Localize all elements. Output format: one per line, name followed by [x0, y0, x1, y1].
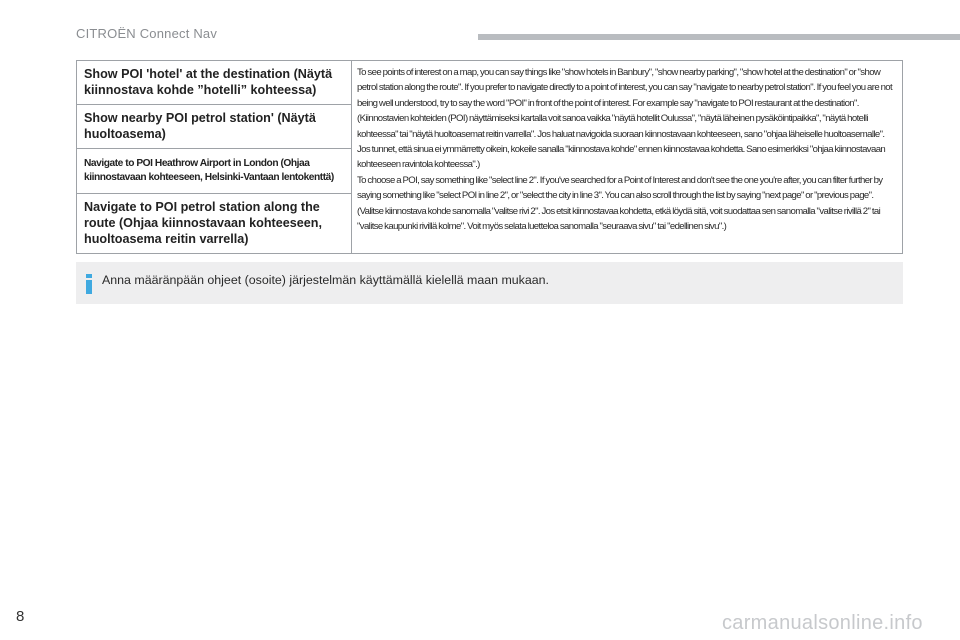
- info-note-text: Anna määränpään ohjeet (osoite) järjestelmän käyttämällä kielellä maan mukaan.: [102, 273, 549, 287]
- description-text: [357, 65, 897, 234]
- header-divider-bar: [478, 34, 960, 40]
- command-show-poi-hotel: Show POI 'hotel' at the destination (Näytä kiinnostava kohde ”hotelli” kohteessa): [77, 61, 351, 105]
- page-number: 8: [16, 608, 25, 625]
- info-note-box: [76, 262, 903, 304]
- voice-commands-table: [76, 60, 903, 254]
- watermark: carmanualsonline.info: [722, 612, 923, 634]
- table-row: [77, 61, 903, 254]
- command-navigate-heathrow: Navigate to POI Heathrow Airport in London (Ohjaa kiinnostavaan kohteeseen, Helsinki-Vantaan lentokenttä): [77, 149, 351, 194]
- description-column: [352, 61, 903, 254]
- description-paragraph-choose-poi: To choose a POI, say something like "select line 2". If you've searched for a Point of Interest and don't see the one you're after, you can filter further by saying something like "select POI in line 2", or "select the city in line 3". You can also scroll through the list by saying "next page" or "previous page". (Valitse kiinnostava kohde sanomalla "valitse rivi 2". Jos etsit kiinnostavaa kohdetta, etkä löydä sitä, voit suodattaa sen sanomalla "valitse rivillä 2" tai "valitse kaupunki rivillä kolme". Voit myös selata luetteloa sanomalla "seuraava sivu" tai "edellinen sivu".): [357, 174, 883, 233]
- command-show-nearby-petrol: Show nearby POI petrol station' (Näytä huoltoasema): [77, 105, 351, 149]
- commands-column: [77, 61, 352, 254]
- document-header-title: CITROËN Connect Nav: [76, 26, 218, 41]
- info-icon: [84, 274, 94, 294]
- command-navigate-petrol-route: Navigate to POI petrol station along the route (Ohjaa kiinnostavaan kohteeseen, huoltoasema reitin varrella): [84, 200, 322, 246]
- description-paragraph-poi-map: To see points of interest on a map, you can say things like "show hotels in Banbury", "show nearby parking", "show hotel at the destination" or "show petrol station along the route". If you prefer to navigate directly to a point of interest, you can say "navigate to nearby petrol station". If you feel you are not being well understood, try to say the word "POI" in front of the point of interest. For example say "navigate to POI restaurant at the destination". (Kiinnostavien kohteiden (POI) näyttämiseksi kartalla voit sanoa vaikka "näytä hotellit Oulussa", "näytä läheinen pysäköintipaikka", "näytä hotelli kohteessa" tai "näytä huoltoasemat reitin varrella". Jos haluat navigoida suoraan kiinnostavaan kohteeseen, sano "ohjaa läheiselle huoltoasemalle". Jos tunnet, että sinua ei ymmärretty oikein, kokeile sanalla "kiinnostava kohde" ennen kiinnostavaa kohdetta. Sano esimerkiksi "ohjaa kiinnostavaan kohteeseen ravintola kohteessa".): [357, 67, 893, 171]
